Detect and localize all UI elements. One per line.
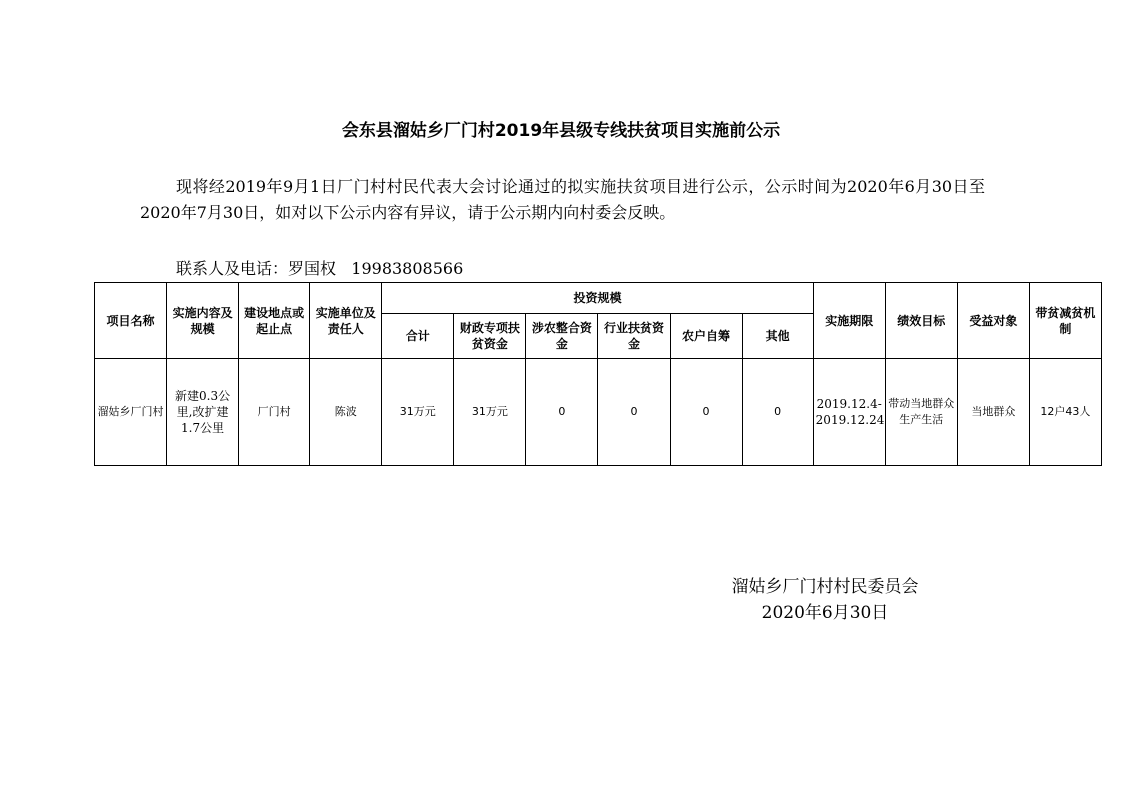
header-total: 合计 [382, 314, 454, 359]
table-row [95, 359, 1102, 466]
cell-farmer: 0 [670, 359, 742, 466]
notice-paragraph [140, 174, 985, 226]
notice-text: 现将经2019年9月1日厂门村村民代表大会讨论通过的拟实施扶贫项目进行公示，公示时间为2020年6月30日至2020年7月30日，如对以下公示内容有异议，请于公示期内向村委会反映。 [140, 177, 985, 222]
signature-block [700, 574, 950, 626]
header-mechanism: 带贫减贫机制 [1029, 283, 1101, 359]
header-industry: 行业扶贫资金 [598, 314, 670, 359]
cell-beneficiary: 当地群众 [957, 359, 1029, 466]
header-fiscal: 财政专项扶贫资金 [454, 314, 526, 359]
header-investment: 投资规模 [382, 283, 813, 314]
header-period: 实施期限 [813, 283, 885, 359]
contact-line [176, 256, 463, 279]
header-unit: 实施单位及责任人 [310, 283, 382, 359]
cell-industry: 0 [598, 359, 670, 466]
signature-date: 2020年6月30日 [761, 603, 889, 623]
page-title: 会东县溜姑乡厂门村2019年县级专线扶贫项目实施前公示 [341, 121, 781, 141]
header-goal: 绩效目标 [885, 283, 957, 359]
contact-label: 联系人及电话：罗国权 [176, 259, 337, 278]
cell-location: 厂门村 [239, 359, 310, 466]
contact-phone: 19983808566 [351, 259, 464, 278]
header-farmer: 农户自筹 [670, 314, 742, 359]
project-table [94, 282, 1102, 466]
cell-unit: 陈波 [310, 359, 382, 466]
header-project-name: 项目名称 [95, 283, 167, 359]
header-content: 实施内容及规模 [167, 283, 239, 359]
cell-goal: 带动当地群众生产生活 [885, 359, 957, 466]
cell-content: 新建0.3公里,改扩建1.7公里 [167, 359, 239, 466]
cell-mechanism: 12户43人 [1029, 359, 1101, 466]
cell-fiscal: 31万元 [454, 359, 526, 466]
header-agri: 涉农整合资金 [526, 314, 598, 359]
cell-other: 0 [742, 359, 813, 466]
cell-period: 2019.12.4-2019.12.24 [813, 359, 885, 466]
header-other: 其他 [742, 314, 813, 359]
header-beneficiary: 受益对象 [957, 283, 1029, 359]
cell-total: 31万元 [382, 359, 454, 466]
signature-org: 溜姑乡厂门村村民委员会 [731, 577, 919, 597]
cell-project-name: 溜姑乡厂门村 [95, 359, 167, 466]
cell-agri: 0 [526, 359, 598, 466]
header-location: 建设地点或起止点 [239, 283, 310, 359]
